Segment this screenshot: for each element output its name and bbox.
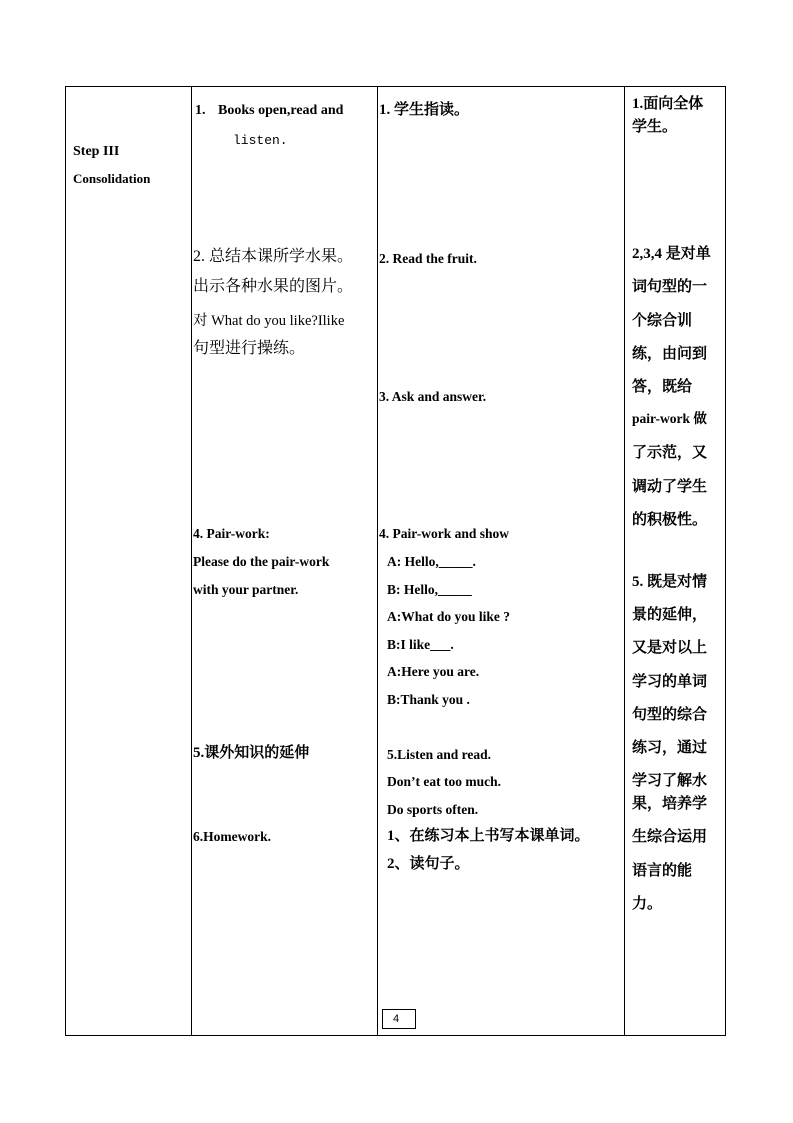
student-step-3: 3. Ask and answer. xyxy=(379,389,487,404)
note-5-line: 学习的单词 xyxy=(632,674,708,690)
teacher-step-4-line-1: Please do the pair-work xyxy=(193,554,330,569)
note-5-line: 生综合运用 xyxy=(632,829,708,845)
dialog-line: B:Thank you . xyxy=(387,692,470,707)
note-2-line: 答，既给 xyxy=(632,379,693,395)
step-label: Step III xyxy=(73,144,120,159)
note-2-line: 的积极性。 xyxy=(632,512,708,528)
teacher-step-2-line-2: 出示各种水果的图片。 xyxy=(193,278,354,295)
note-2-line: 调动了学生 xyxy=(632,479,708,495)
note-1-line: 1.面向全体 xyxy=(632,96,704,112)
note-1-line: 学生。 xyxy=(632,119,678,135)
note-5-line: 力。 xyxy=(632,896,663,912)
teacher-step-2-line-3: 对 What do you like?Ilike xyxy=(193,313,345,329)
note-2-line: 2,3,4 是对单 xyxy=(632,246,711,262)
student-step-5-line: Don’t eat too much. xyxy=(387,774,501,789)
student-step-4-title: 4. Pair-work and show xyxy=(379,526,510,541)
student-step-5-title: 5.Listen and read. xyxy=(387,747,492,762)
note-5-line: 又是对以上 xyxy=(632,640,708,656)
dialog-line: A: Hello,_____. xyxy=(387,554,476,569)
note-2-line: 词句型的一 xyxy=(632,279,708,295)
dialog-line: A:What do you like ? xyxy=(387,609,511,624)
note-5-line: 练习，通过 xyxy=(632,740,708,756)
teacher-step-4-line-2: with your partner. xyxy=(193,582,299,597)
note-5-line: 语言的能 xyxy=(632,863,693,879)
teacher-step-1-text-cont: listen. xyxy=(233,133,288,148)
homework-line: 2、读句子。 xyxy=(387,856,470,872)
teacher-step-1-number: 1. xyxy=(195,103,206,118)
teacher-step-1-text: Books open,read and xyxy=(218,103,344,118)
student-step-1: 1. 学生指读。 xyxy=(379,102,470,118)
note-5-line: 景的延伸， xyxy=(632,607,708,623)
note-5-line: 果，培养学 xyxy=(632,796,708,812)
homework-line: 1、在练习本上书写本课单词。 xyxy=(387,828,590,844)
dialog-line: B: Hello,_____ xyxy=(387,582,472,597)
note-2-line: 了示范，又 xyxy=(632,445,708,461)
teacher-step-6: 6.Homework. xyxy=(193,829,271,844)
teacher-step-2-line-4: 句型进行操练。 xyxy=(193,340,306,357)
note-2-line: pair-work 做 xyxy=(632,411,707,426)
page-number: 4 xyxy=(382,1009,416,1029)
note-5-line: 5. 既是对情 xyxy=(632,574,708,590)
dialog-line: A:Here you are. xyxy=(387,664,480,679)
step-title: Consolidation xyxy=(73,171,151,186)
teacher-step-2-line-1: 2. 总结本课所学水果。 xyxy=(193,248,354,265)
teacher-step-4-title: 4. Pair-work: xyxy=(193,526,270,541)
column-divider xyxy=(377,87,378,1035)
note-5-line: 句型的综合 xyxy=(632,707,708,723)
teacher-step-5: 5.课外知识的延伸 xyxy=(193,745,310,761)
student-step-2: 2. Read the fruit. xyxy=(379,251,477,266)
column-divider xyxy=(191,87,192,1035)
student-step-5-line: Do sports often. xyxy=(387,802,479,817)
column-divider xyxy=(624,87,625,1035)
dialog-line: B:I like___. xyxy=(387,637,454,652)
note-2-line: 个综合训 xyxy=(632,313,693,329)
note-5-line: 学习了解水 xyxy=(632,773,708,789)
note-2-line: 练，由问到 xyxy=(632,346,708,362)
